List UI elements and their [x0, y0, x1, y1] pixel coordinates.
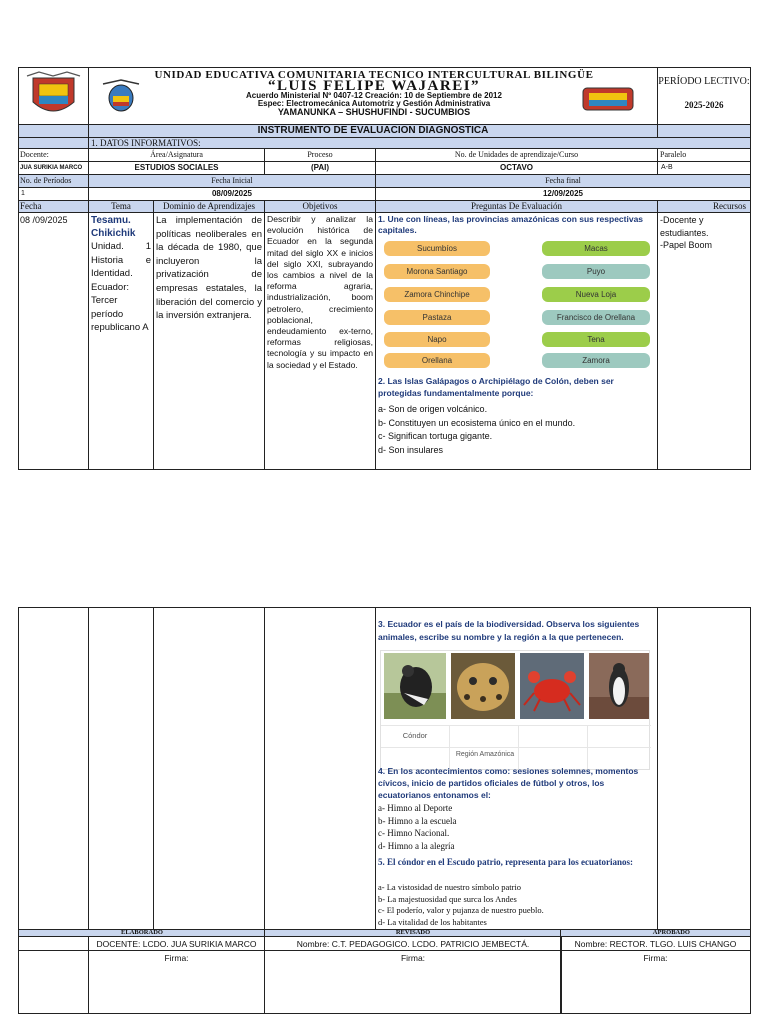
q3-title: 3. Ecuador es el país de la biodiversidad. Observa los siguientes animales, escribe su nombre y la región a la que pertenecen.	[378, 619, 640, 642]
animals-grid	[380, 650, 650, 770]
preguntas-cell	[375, 212, 658, 470]
col-objetivos: Objetivos	[264, 200, 376, 213]
objetivos-text: Describir y analizar la evolución histórica de Ecuador en la segunda mitad del siglo XX e inicios del siglo XXI, subrayando los cambios a nivel de la reforma agraria, industrialización, boom petrolero, crecimiento poblacional, endeudamiento ex-terno, reformas religiosas, tecnología y su impacto en la sociedad y el Estado.	[264, 212, 376, 470]
aprobado-firma: Firma:	[643, 953, 668, 963]
fecha-inicial-value: 08/09/2025	[88, 187, 376, 201]
province-zamora-chinchipe[interactable]: Zamora Chinchipe	[384, 287, 490, 302]
sig-blank-cell	[18, 936, 89, 1014]
p2-objetivos-cell	[264, 607, 376, 930]
condor-image	[384, 653, 446, 719]
col-tema: Tema	[88, 200, 154, 213]
capital-nueva-loja[interactable]: Nueva Loja	[542, 287, 650, 302]
q2-title: 2. Las Islas Galápagos o Archipiélago de Colón, deben ser protegidas fundamentalmente porque:	[378, 376, 614, 398]
q2-option-a: a- Son de origen volcánico.	[378, 404, 488, 414]
fecha-final-value: 12/09/2025	[375, 187, 751, 201]
col-fecha: Fecha	[18, 200, 89, 213]
q1-title: 1. Une con líneas, las provincias amazónicas con sus respectivas capitales.	[378, 214, 644, 235]
p2-preguntas-cell	[375, 607, 658, 930]
fecha-inicial-label: Fecha Inicial	[88, 174, 376, 188]
school-header-cell	[88, 67, 658, 125]
agreement-line: Acuerdo Ministerial Nº 0407-12 Creación: 10 de Septiembre de 2012	[246, 91, 502, 100]
title-band-left	[18, 124, 89, 138]
proceso-label: Proceso	[264, 148, 376, 162]
p2-tema-cell	[88, 607, 154, 930]
q5-option-c: c- El poderío, valor y pujanza de nuestro pueblo.	[378, 905, 544, 915]
period-cell	[657, 67, 751, 125]
capital-zamora[interactable]: Zamora	[542, 353, 650, 368]
periods-value: 1	[18, 187, 89, 201]
location-line: YAMANUNKA – SHUSHUFINDI - SUCUMBIOS	[277, 107, 471, 117]
docente-label: Docente:	[18, 148, 89, 162]
aprobado-name: Nombre: RECTOR. TLGO. LUIS CHANGO	[574, 939, 737, 949]
elaborado-label: ELABORADO	[18, 929, 266, 937]
q5-option-b: b- La majestuosidad que surca los Andes	[378, 893, 517, 904]
q4-option-d: d- Himno a la alegría	[378, 840, 455, 851]
revisado-firma: Firma:	[400, 953, 426, 963]
q4-option-c: c- Himno Nacional.	[378, 828, 450, 838]
province-sucumbios[interactable]: Sucumbíos	[384, 241, 490, 256]
dominio-text: La implementación de políticas neoliberales en la década de 1980, que incluyeron la privatización de empresas estatales, la liberación del comercio y la inversión extranjera.	[153, 212, 265, 470]
capital-tena[interactable]: Tena	[542, 332, 650, 347]
recursos-cell	[657, 212, 751, 470]
province-orellana[interactable]: Orellana	[384, 353, 490, 368]
paralelo-value: A-B	[657, 161, 751, 175]
fecha-cell	[18, 212, 89, 470]
elaborado-cell	[88, 936, 265, 1014]
tema-cell	[88, 212, 154, 470]
title-band-right	[657, 124, 751, 138]
fecha-value: 08 /09/2025	[20, 215, 68, 225]
aprobado-label: APROBADO	[560, 929, 751, 937]
area-value: ESTUDIOS SOCIALES	[88, 161, 265, 175]
school-name: “LUIS FELIPE WAJAREI”	[267, 78, 481, 94]
capital-puyo[interactable]: Puyo	[542, 264, 650, 279]
q4-option-b: b- Himno a la escuela	[378, 815, 457, 826]
period-value: 2025-2026	[684, 100, 724, 110]
school-logo-cell	[18, 67, 89, 125]
proceso-value: (PAI)	[264, 161, 376, 175]
fecha-final-label: Fecha final	[375, 174, 751, 188]
revisado-name: Nombre: C.T. PEDAGOGICO. LCDO. PATRICIO JEMBECTÁ.	[296, 939, 530, 949]
signature-divider	[18, 950, 751, 951]
school-crest-icon	[19, 68, 88, 124]
q5-title: 5. El cóndor en el Escudo patrio, representa para los ecuatorianos:	[378, 857, 633, 867]
recurso-item: -Docente y estudiantes.	[660, 215, 709, 238]
aprobado-cell	[560, 936, 751, 1014]
capital-macas[interactable]: Macas	[542, 241, 650, 256]
q5-option-d: d- La vitalidad de los habitantes	[378, 916, 487, 927]
col-preguntas: Preguntas De Evaluación	[375, 200, 658, 213]
q2-options	[378, 403, 575, 457]
instrument-title: INSTRUMENTO DE EVALUACION DIAGNOSTICA	[88, 124, 658, 138]
capital-francisco-de-orellana[interactable]: Francisco de Orellana	[542, 310, 650, 325]
col-dominio: Dominio de Aprendizajes	[153, 200, 265, 213]
curso-value: OCTAVO	[375, 161, 658, 175]
recurso-item: -Papel Boom	[660, 240, 713, 250]
q4-option-a: a- Himno al Deporte	[378, 803, 453, 813]
q5-option-a: a- La vistosidad de nuestro símbolo patrio	[378, 882, 522, 892]
periods-label: No. de Períodos	[18, 174, 89, 188]
q2-option-d: d- Son insulares	[378, 444, 444, 455]
revisado-cell	[264, 936, 562, 1014]
tema-title: Tesamu. Chikichik	[91, 215, 136, 239]
province-morona-santiago[interactable]: Morona Santiago	[384, 264, 490, 279]
region-example: Región Amazónica	[455, 751, 515, 758]
ocelot-image	[451, 653, 515, 719]
q4-title: 4. En los acontecimientos como: sesiones solemnes, momentos cívicos, inicio de partidos oficiales de fútbol y otros, los ecuatorianos entonamos el:	[378, 766, 639, 800]
school-line: UNIDAD EDUCATIVA COMUNITARIA TECNICO INTERCULTURAL BILINGÜE	[154, 69, 594, 81]
province-napo[interactable]: Napo	[384, 332, 490, 347]
red-crab-image	[520, 653, 584, 719]
elaborado-firma: Firma:	[164, 953, 189, 963]
p2-dominio-cell	[153, 607, 265, 930]
specialty-line: Espec: Electromecánica Automotriz y Gestión Administrativa	[257, 99, 491, 108]
col-recursos: Recursos	[657, 200, 751, 213]
province-pastaza[interactable]: Pastaza	[384, 310, 490, 325]
q4-options	[378, 802, 456, 852]
penguin-image	[589, 653, 649, 719]
docente-value: JUA SURIKIA MARCO	[18, 161, 89, 175]
q2-option-b: b- Constituyen un ecosistema único en el mundo.	[378, 417, 576, 428]
tema-text: Unidad. 1 Historia e Identidad. Ecuador: Tercer período republicano A	[91, 241, 151, 333]
section-title: 1. DATOS INFORMATIVOS:	[88, 137, 751, 149]
q2-option-c: c- Significan tortuga gigante.	[378, 431, 493, 441]
period-label: PERÍODO LECTIVO:	[658, 76, 750, 87]
area-label: Área/Asignatura	[88, 148, 265, 162]
elaborado-name: DOCENTE: LCDO. JUA SURIKIA MARCO	[96, 939, 257, 949]
units-label: No. de Unidades de aprendizaje/Curso	[375, 148, 658, 162]
revisado-label: REVISADO	[264, 929, 562, 937]
p2-recursos-cell	[657, 607, 751, 930]
paralelo-label: Paralelo	[657, 148, 751, 162]
animal-name-example: Cóndor	[402, 731, 428, 740]
q5-options	[378, 882, 544, 928]
p2-fecha-cell	[18, 607, 89, 930]
